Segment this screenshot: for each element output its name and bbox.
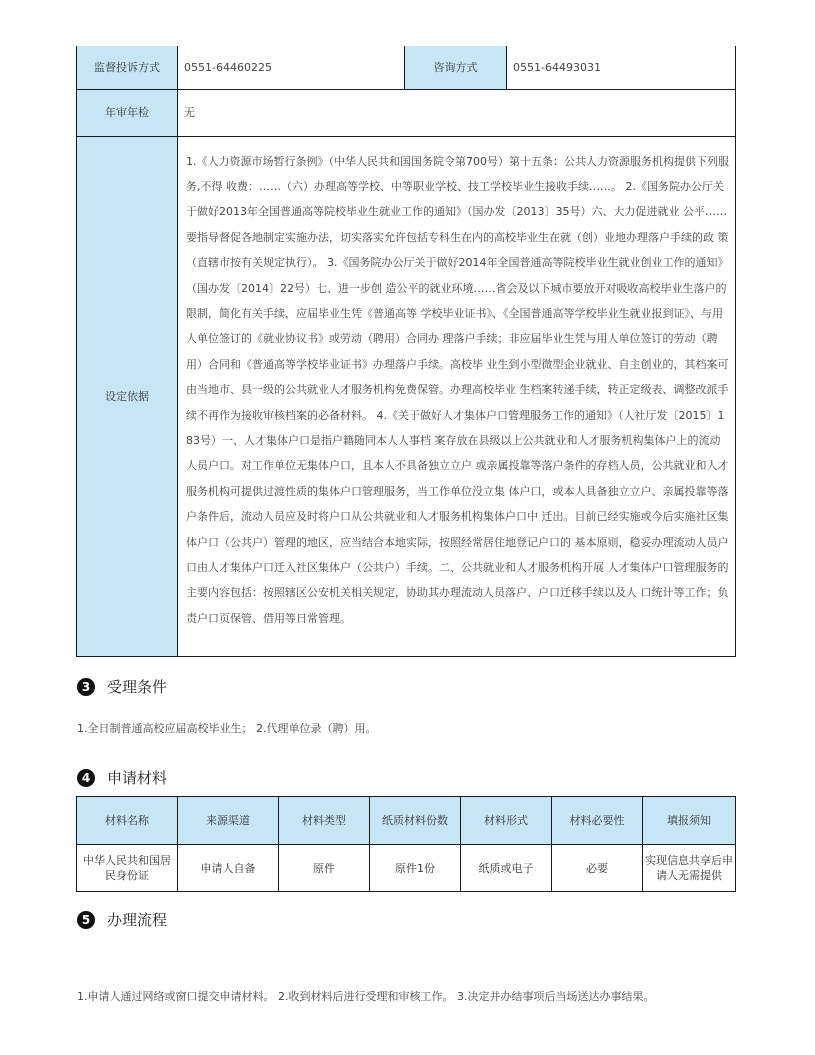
section-title: 受理条件 bbox=[107, 678, 168, 696]
consult-label: 咨询方式 bbox=[405, 46, 507, 89]
cell-source: 申请人自备 bbox=[178, 845, 279, 892]
cell-necessity: 必要 bbox=[552, 845, 643, 892]
section-application-materials bbox=[77, 767, 167, 788]
annual-review-value: 无 bbox=[178, 89, 736, 136]
table-header-row bbox=[77, 797, 736, 845]
materials-table bbox=[76, 796, 736, 892]
section-process bbox=[77, 909, 167, 930]
header-material-type: 材料类型 bbox=[279, 797, 370, 845]
complaint-phone: 0551-64460225 bbox=[178, 46, 405, 89]
service-info-table bbox=[76, 46, 736, 657]
header-material-form: 材料形式 bbox=[461, 797, 552, 845]
section-acceptance-conditions bbox=[77, 676, 167, 697]
section-title: 办理流程 bbox=[107, 911, 168, 929]
annual-review-label: 年审年检 bbox=[77, 89, 178, 136]
header-paper-copies: 纸质材料份数 bbox=[370, 797, 461, 845]
complaint-label: 监督投诉方式 bbox=[77, 46, 178, 89]
cell-material-name: 中华人民共和国居民身份证 bbox=[77, 845, 178, 892]
acceptance-conditions-text: 1.全日制普通高校应届高校毕业生； 2.代理单位录（聘）用。 bbox=[77, 722, 377, 735]
table-row bbox=[77, 845, 736, 892]
section-number-badge: 3 bbox=[77, 678, 95, 696]
header-material-name: 材料名称 bbox=[77, 797, 178, 845]
legal-basis-text: 1.《人力资源市场暂行条例》（中华人民共和国国务院令第700号）第十五条：公共人力资源服务机构提供下列服务,不得 收费：……（六）办理高等学校、中等职业学校、技工学校毕业生接收手续……。 2.《国务院办公厅关于做好2013年全国普通高等院校毕业生就业工作的通知》（国办发〔2013〕35号）六、大力促进就业 公平……要指导督促各地制定实施办法，切实落实允许包括专科生在内的高校毕业生在就（创）业地办理落户手续的政 策（直辖市按有关规定执行）。 3.《国务院办公厅关于做好2014年全国普通高等院校毕业生就业创业工作的通知》（国办发〔2014〕22号）七、进一步创 造公平的就业环境……省会及以下城市要放开对吸收高校毕业生落户的限制，简化有关手续，应届毕业生凭《普通高等 学校毕业证书》、《全国普通高等学校毕业生就业报到证》、与用人单位签订的《就业协议书》或劳动（聘用）合同办 理落户手续；非应届毕业生凭与用人单位签订的劳动（聘用）合同和《普通高等学校毕业证书》办理落户手续。高校毕 业生到小型微型企业就业、自主创业的，其档案可由当地市、县一级的公共就业人才服务机构免费保管。办理高校毕业 生档案转递手续，转正定级表、调整改派手续不再作为接收审核档案的必备材料。 4.《关于做好人才集体户口管理服务工作的通知》（人社厅发〔2015〕183号）一、人才集体户口是指户籍随同本人人事档 案存放在县级以上公共就业和人才服务机构集体户上的流动人员户口。对工作单位无集体户口，且本人不具备独立立户 或亲属投靠等落户条件的存档人员，公共就业和人才服务机构可提供过渡性质的集体户口管理服务，当工作单位没立集 体户口，或本人具备独立立户、亲属投靠等落户条件后，流动人员应及时将户口从公共就业和人才服务机构集体户口中 迁出。目前已经实施或今后实施社区集体户口（公共户）管理的地区，应当结合本地实际，按照经常居住地登记户口的 基本原则，稳妥办理流动人员户口由人才集体户口迁入社区集体户（公共户）手续。二、公共就业和人才服务机构开展 人才集体户口管理服务的主要内容包括：按照辖区公安机关相关规定，协助其办理流动人员落户、户口迁移手续以及人 口统计等工作；负责户口页保管、借用等日常管理。 bbox=[178, 136, 736, 656]
cell-material-form: 纸质或电子 bbox=[461, 845, 552, 892]
cell-notes: 实现信息共享后申请人无需提供 bbox=[643, 845, 736, 892]
header-source: 来源渠道 bbox=[178, 797, 279, 845]
header-necessity: 材料必要性 bbox=[552, 797, 643, 845]
cell-material-type: 原件 bbox=[279, 845, 370, 892]
section-title: 申请材料 bbox=[107, 769, 168, 787]
process-steps-text: 1.申请人通过网络或窗口提交申请材料。 2.收到材料后进行受理和审核工作。 3.决定并办结事项后当场送达办事结果。 bbox=[77, 990, 655, 1003]
consult-phone: 0551-64493031 bbox=[507, 46, 736, 89]
section-number-badge: 4 bbox=[77, 769, 95, 787]
legal-basis-label: 设定依据 bbox=[77, 136, 178, 656]
header-notes: 填报须知 bbox=[643, 797, 736, 845]
section-number-badge: 5 bbox=[77, 911, 95, 929]
cell-paper-copies: 原件1份 bbox=[370, 845, 461, 892]
